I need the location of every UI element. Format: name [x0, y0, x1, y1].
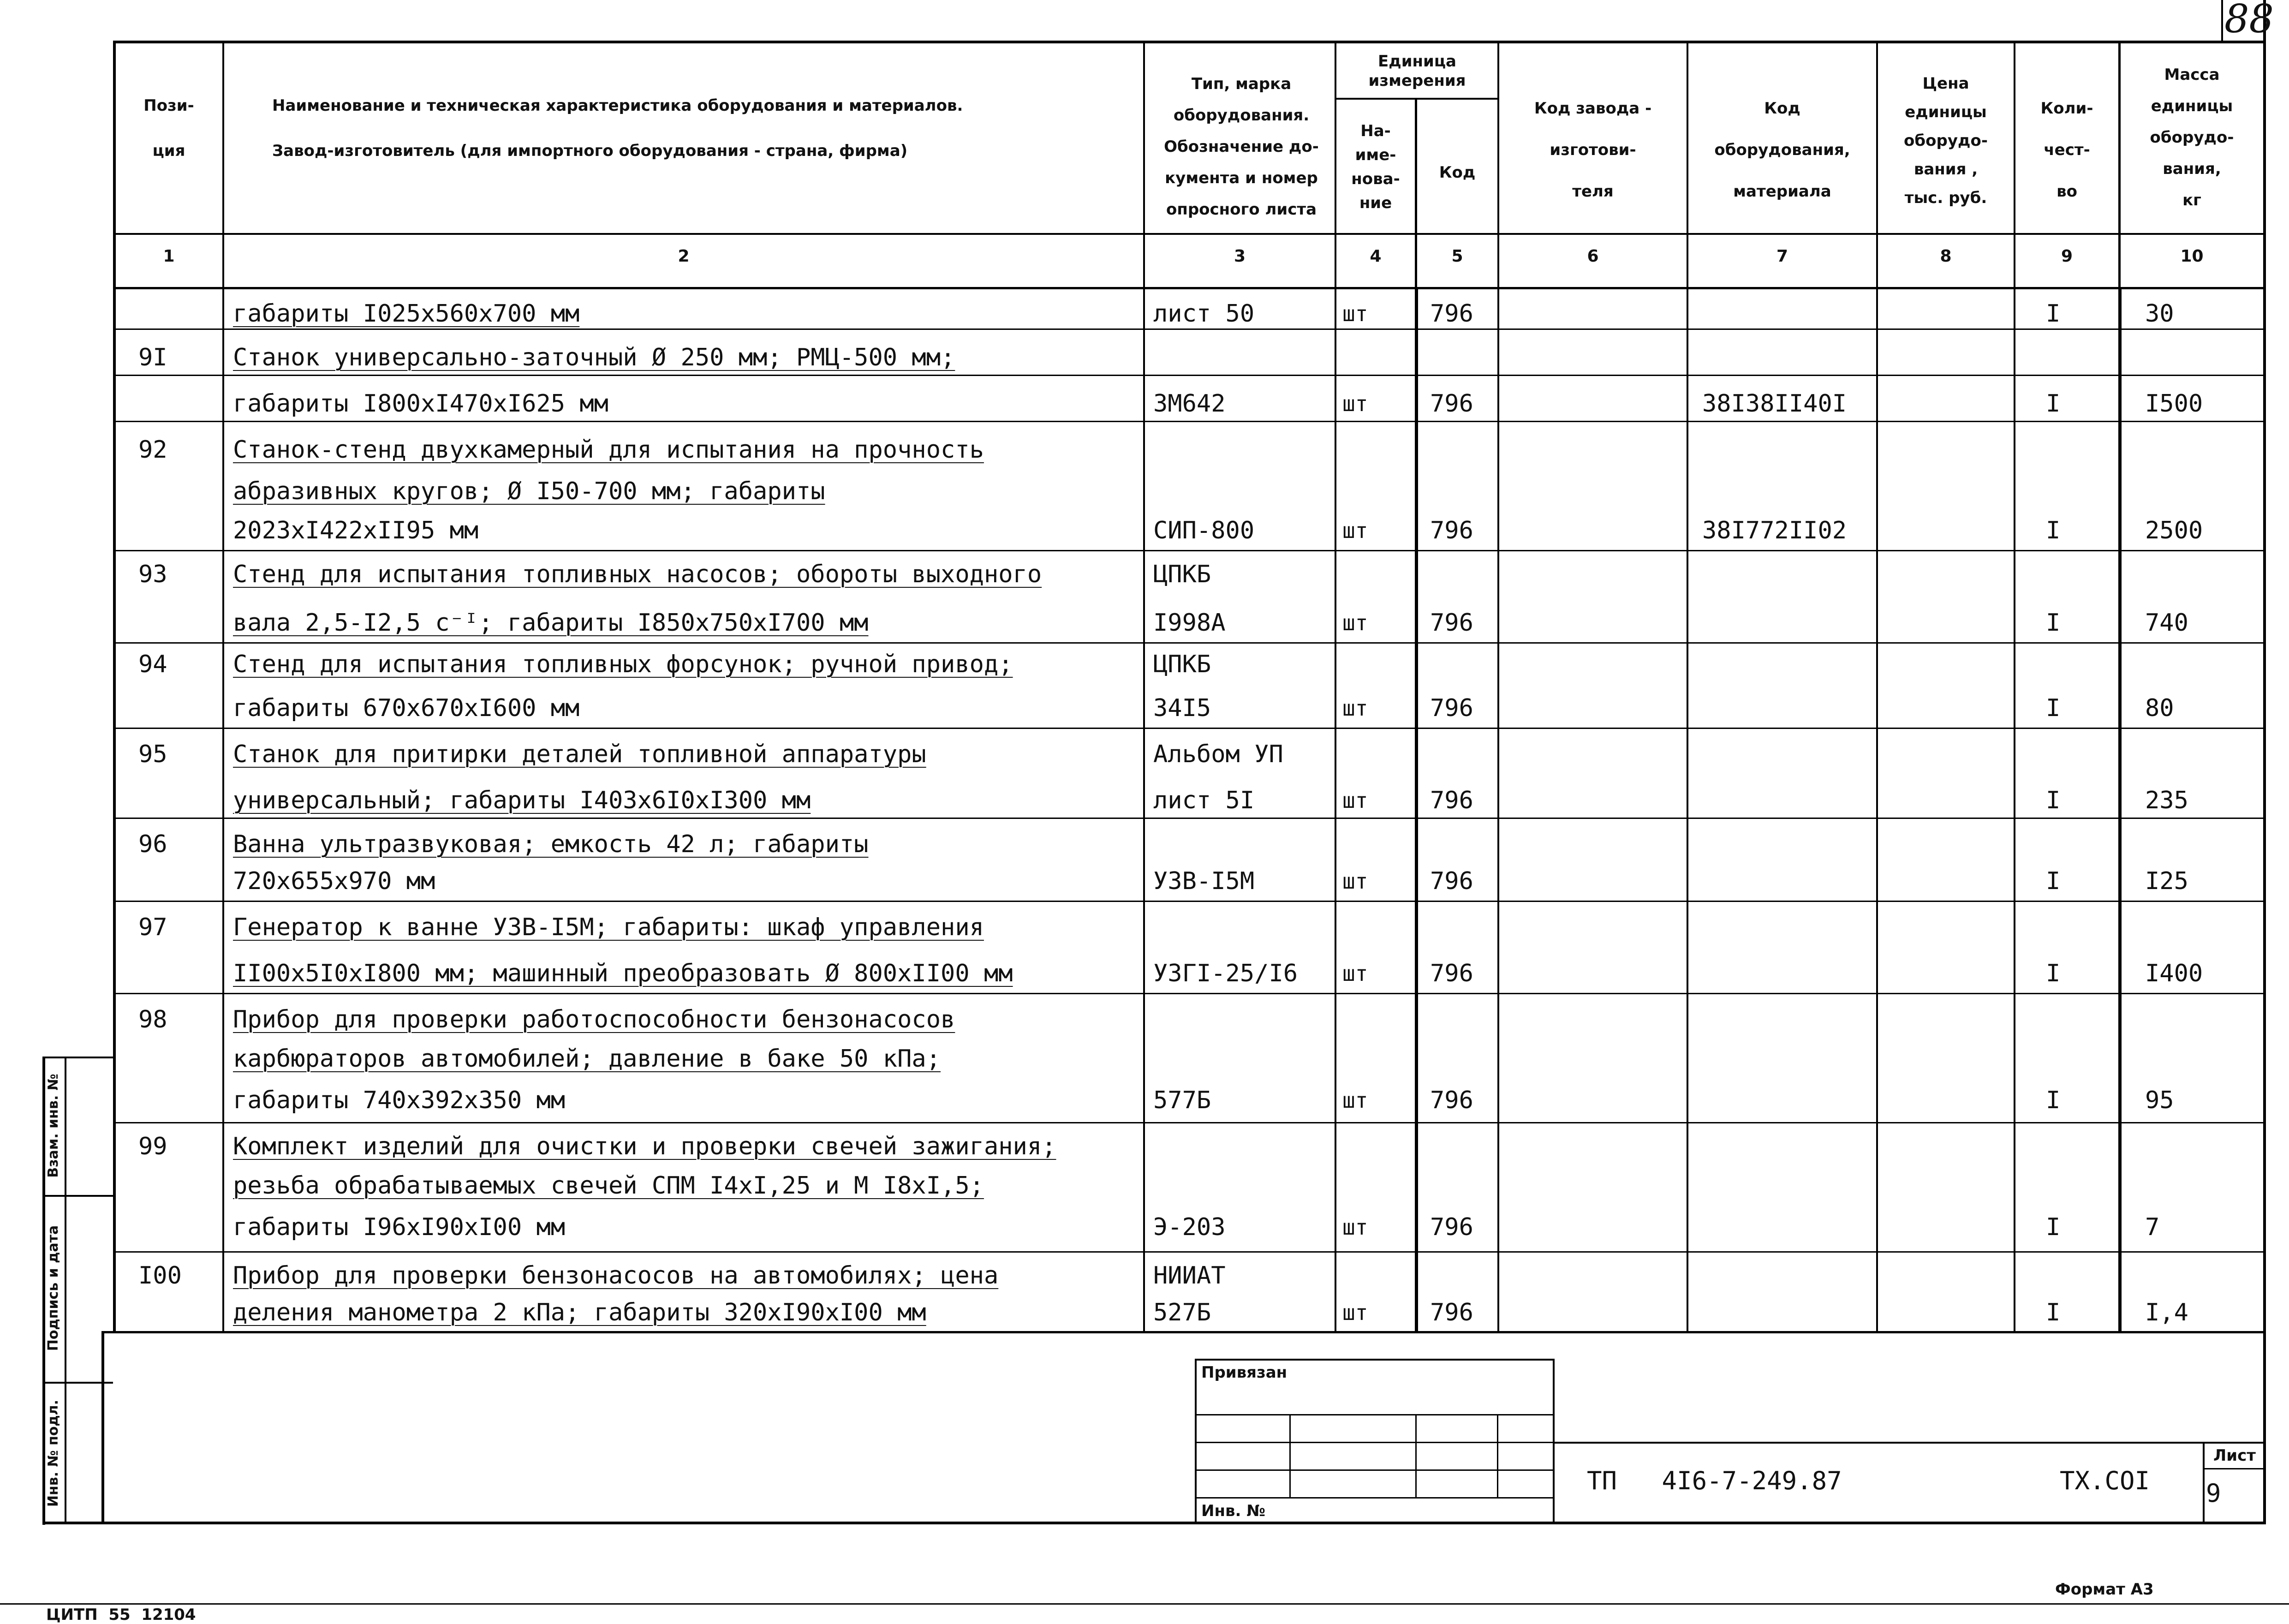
column-number: 10 [2180, 247, 2204, 266]
cell-qty: I [2046, 694, 2061, 722]
cell-code: 796 [1430, 1087, 1473, 1114]
side-label-replace: Взам. инв. № [45, 1074, 61, 1178]
cell-unit: шт [1342, 1300, 1368, 1325]
cell-name: 2023xI422xII95 мм [233, 517, 479, 544]
cell-type: НИИАТ [1153, 1262, 1226, 1290]
header-type: Тип, марка оборудования. Обозначение до- кумента и номер опросного листа [1164, 75, 1319, 219]
cell-code: 796 [1430, 960, 1473, 987]
cell-code: 796 [1430, 694, 1473, 722]
cell-type: 577Б [1153, 1087, 1211, 1114]
cell-name: габариты 740x392x350 мм [233, 1087, 566, 1114]
cell-name: габариты 670x670xI600 мм [233, 694, 580, 722]
cell-qty: I [2046, 390, 2061, 418]
cell-unit: шт [1342, 518, 1368, 543]
cell-name: Станок-стенд двухкамерный для испытания на прочность [233, 436, 984, 464]
sheet-number: 9 [2206, 1479, 2221, 1508]
cell-name: Стенд для испытания топливных насосов; обороты выходного [233, 561, 1042, 588]
cell-qty: I [2046, 300, 2061, 328]
cell-unit: шт [1342, 869, 1368, 894]
cell-pos: 93 [138, 561, 167, 588]
cell-name: Прибор для проверки работоспособности бензонасосов [233, 1006, 955, 1033]
cell-code: 796 [1430, 1213, 1473, 1241]
column-number: 7 [1776, 247, 1788, 266]
cell-name: 720x655x970 мм [233, 867, 435, 895]
cell-qty: I [2046, 517, 2061, 544]
cell-mass: 7 [2145, 1213, 2160, 1241]
cell-type: СИП-800 [1153, 517, 1255, 544]
header-name: Наименование и техническая характеристика оборудования и материалов. Завод-изготовитель (для импортного оборудования - страна, фирма) [272, 96, 963, 160]
cell-unit: шт [1342, 1215, 1368, 1240]
cell-name: II00x5I0xI800 мм; машинный преобразовать Ø 800xII00 мм [233, 960, 1013, 987]
cell-qty: I [2046, 1299, 2061, 1326]
cell-pos: 99 [138, 1133, 167, 1160]
cell-pos: 92 [138, 436, 167, 464]
cell-code: 796 [1430, 609, 1473, 637]
column-number: 1 [163, 247, 175, 266]
cell-pos: 9I [138, 344, 167, 371]
header-price: Цена единицы оборудо- вания , тыс. руб. [1904, 74, 1988, 207]
cell-type: ЦПКБ [1153, 561, 1211, 588]
cell-mass: 2500 [2145, 517, 2203, 544]
cell-name: резьба обрабатываемых свечей СПМ I4xI,25 и М I8xI,5; [233, 1172, 984, 1200]
cell-qty: I [2046, 787, 2061, 814]
cell-name: Стенд для испытания топливных форсунок; ручной привод; [233, 651, 1013, 678]
cell-code: 796 [1430, 787, 1473, 814]
format-label: Формат А3 [2055, 1580, 2154, 1599]
cell-name: габариты I96xI90xI00 мм [233, 1213, 566, 1241]
cell-code: 796 [1430, 300, 1473, 328]
cell-unit: шт [1342, 788, 1368, 813]
cell-name: карбюраторов автомобилей; давление в баке 50 кПа; [233, 1045, 941, 1073]
cell-type: ЦПКБ [1153, 651, 1211, 678]
column-number: 3 [1234, 247, 1246, 266]
cell-name: габариты I025x560x700 мм [233, 300, 580, 328]
bound-label: Привязан [1201, 1363, 1288, 1382]
cell-code: 796 [1430, 867, 1473, 895]
cell-mass: I400 [2145, 960, 2203, 987]
cell-mass: 740 [2145, 609, 2188, 637]
cell-mass: 30 [2145, 300, 2174, 328]
cell-name: Генератор к ванне УЗВ-I5М; габариты: шкаф управления [233, 914, 984, 941]
side-label-signature: Подпись и дата [45, 1225, 61, 1351]
cell-unit: шт [1342, 1088, 1368, 1113]
cell-qty: I [2046, 867, 2061, 895]
header-mass: Масса единицы оборудо- вания, кг [2150, 66, 2234, 209]
cell-unit: шт [1342, 696, 1368, 721]
cell-name: габариты I800xI470xI625 мм [233, 390, 608, 418]
cell-type: Альбом УП [1153, 740, 1283, 768]
cell-name: Ванна ультразвуковая; емкость 42 л; габариты [233, 830, 869, 858]
cell-mass: I25 [2145, 867, 2188, 895]
cell-pos: 95 [138, 740, 167, 768]
column-number: 5 [1451, 247, 1463, 266]
column-number: 9 [2061, 247, 2073, 266]
header-unit-code: Код [1439, 163, 1476, 182]
cell-qty: I [2046, 609, 2061, 637]
cell-name: вала 2,5-I2,5 с⁻ᴵ; габариты I850x750xI700 мм [233, 609, 869, 637]
cell-unit: шт [1342, 610, 1368, 635]
cell-mass: 235 [2145, 787, 2188, 814]
header-factory-code: Код завода - изготови- теля [1534, 99, 1652, 201]
document-code: ТП 4I6-7-249.87 [1587, 1466, 1842, 1495]
header-position: Пози- ция [143, 96, 194, 160]
cell-equip: 38I772II02 [1702, 517, 1847, 544]
cell-code: 796 [1430, 390, 1473, 418]
header-equipment-code: Код оборудования, материала [1714, 99, 1850, 201]
cell-mass: 80 [2145, 694, 2174, 722]
sheet-label: Лист [2213, 1446, 2256, 1465]
cell-code: 796 [1430, 1299, 1473, 1326]
column-number: 6 [1587, 247, 1599, 266]
cell-pos: 96 [138, 830, 167, 858]
header-unit-name: На- име- нова- ние [1351, 122, 1400, 212]
column-number: 8 [1940, 247, 1952, 266]
inv-label: Инв. № [1201, 1502, 1266, 1520]
cell-name: деления манометра 2 кПа; габариты 320xI90xI00 мм [233, 1299, 926, 1326]
cell-type: лист 5I [1153, 787, 1255, 814]
side-label-original-inv: Инв. № подл. [45, 1399, 61, 1507]
page-number: 88 [2224, 0, 2274, 42]
cell-pos: I00 [138, 1262, 182, 1290]
cell-qty: I [2046, 1213, 2061, 1241]
cell-name: абразивных кругов; Ø I50-700 мм; габариты [233, 478, 825, 505]
header-unit-group: Единица измерения [1368, 52, 1466, 90]
cell-name: Комплект изделий для очистки и проверки свечей зажигания; [233, 1133, 1056, 1160]
cell-type: 3М642 [1153, 390, 1226, 418]
cell-equip: 38I38II40I [1702, 390, 1847, 418]
cell-name: Станок универсально-заточный Ø 250 мм; РМЦ-500 мм; [233, 344, 955, 371]
cell-pos: 98 [138, 1006, 167, 1033]
header-quantity: Коли- чест- во [2040, 99, 2093, 201]
cell-pos: 97 [138, 914, 167, 941]
cell-pos: 94 [138, 651, 167, 678]
cell-type: УЗВ-I5М [1153, 867, 1255, 895]
cell-name: универсальный; габариты I403x6I0xI300 мм [233, 787, 811, 814]
cell-type: УЗГI-25/I6 [1153, 960, 1298, 987]
cell-mass: 95 [2145, 1087, 2174, 1114]
footer-code: ЦИТП 55 12104 [46, 1606, 196, 1624]
cell-code: 796 [1430, 517, 1473, 544]
column-number: 2 [678, 247, 690, 266]
cell-type: лист 50 [1153, 300, 1255, 328]
cell-name: Станок для притирки деталей топливной аппаратуры [233, 740, 926, 768]
cell-qty: I [2046, 1087, 2061, 1114]
cell-type: 34I5 [1153, 694, 1211, 722]
cell-unit: шт [1342, 961, 1368, 986]
cell-mass: I500 [2145, 390, 2203, 418]
sheet-code: ТХ.СОI [2060, 1466, 2150, 1495]
cell-name: Прибор для проверки бензонасосов на автомобилях; цена [233, 1262, 999, 1290]
cell-unit: шт [1342, 391, 1368, 416]
cell-type: 527Б [1153, 1299, 1211, 1326]
cell-unit: шт [1342, 301, 1368, 326]
cell-mass: I,4 [2145, 1299, 2188, 1326]
cell-type: I998A [1153, 609, 1226, 637]
cell-qty: I [2046, 960, 2061, 987]
cell-type: Э-203 [1153, 1213, 1226, 1241]
column-number: 4 [1370, 247, 1382, 266]
